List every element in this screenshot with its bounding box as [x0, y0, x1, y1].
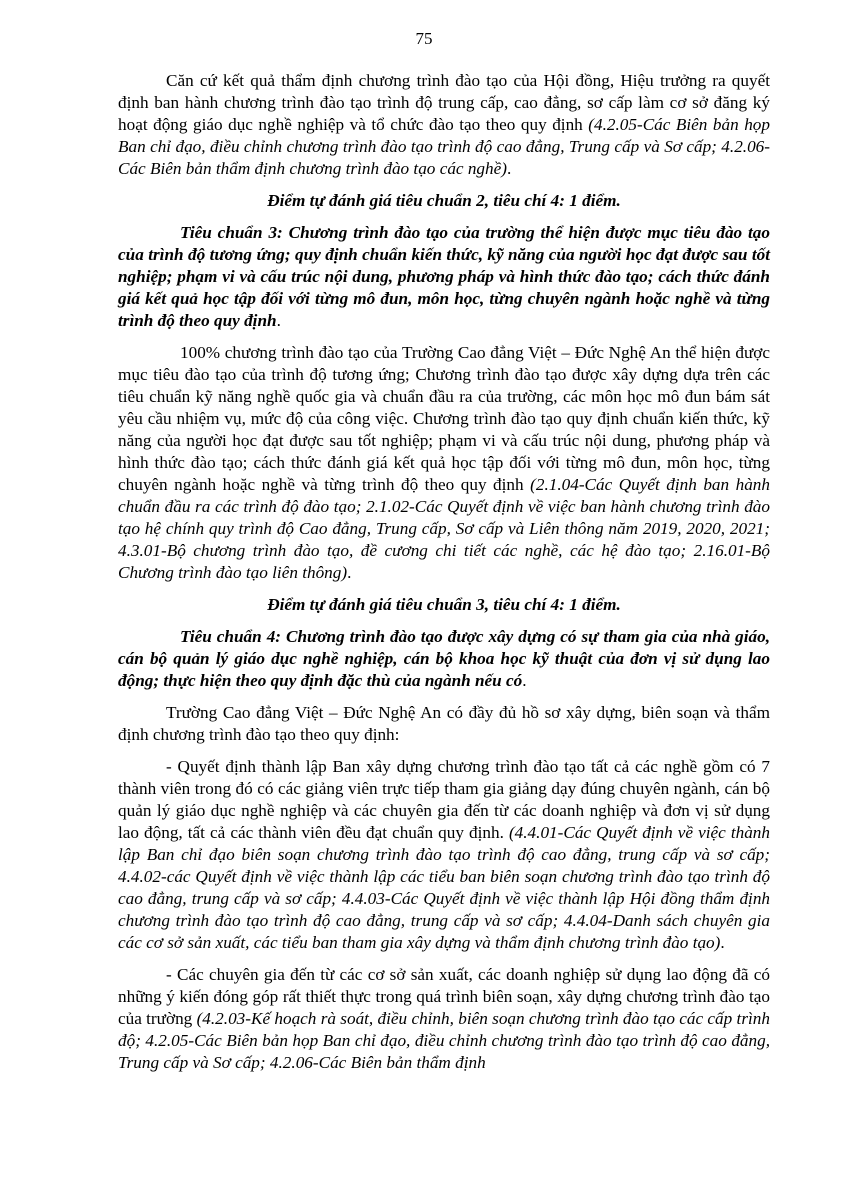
paragraph-tail: .: [506, 159, 512, 178]
paragraph-text: Căn cứ kết quả thẩm định chương trình đào tạo của Hội đồng, Hiệu trưởng ra quyết định ban hành chương trình đào tạo trình độ trung cấp, cao đẳng, sơ cấp làm cơ sở đăng ký hoạt động giáo dục nghề nghiệp và tổ chức đào tạo theo quy định: [118, 71, 770, 134]
bullet-tail: .: [720, 933, 725, 952]
evidence-reference: (4.2.05-Các Biên bản họp Ban chỉ đạo, điều chỉnh chương trình đào tạo trình độ cao đẳng, Trung cấp và Sơ cấp; 4.2.06-Các Biên bản thẩm định chương trình đào tạo các nghề): [118, 115, 770, 178]
bullet-text: - Các chuyên gia đến từ các cơ sở sản xuất, các doanh nghiệp sử dụng lao động đã có những ý kiến đóng góp rất thiết thực trong quá trình biên soạn, xây dựng chương trình đào tạo của trường: [118, 965, 770, 1028]
self-assessment-score-standard-2: Điểm tự đánh giá tiêu chuẩn 2, tiêu chí 4: 1 điểm.: [267, 191, 621, 210]
page-number: 75: [415, 29, 433, 48]
standard-tail: .: [276, 311, 281, 330]
paragraph-text: 100% chương trình đào tạo của Trường Cao đẳng Việt – Đức Nghệ An thể hiện được mục tiêu đào tạo của trình độ tương ứng; Chương trình đào tạo được xây dựng dựa trên các tiêu chuẩn kỹ năng nghề quốc gia và chuẩn đầu ra của trường, các môn học mô đun bám sát yêu cầu nhiệm vụ, mức độ của công việc. Chương trình đào tạo quy định chuẩn kiến thức, kỹ năng của người học đạt được sau tốt nghiệp; phạm vi và cấu trúc nội dung, phương pháp và hình thức đào tạo; cách thức đánh giá kết quả học tập đối với từng mô đun, môn học, từng chuyên ngành hoặc nghề và từng trình độ theo quy định: [118, 343, 770, 494]
evidence-reference: (4.4.01-Các Quyết định về việc thành lập Ban chỉ đạo biên soạn chương trình đào tạo trình độ cao đẳng, trung cấp và sơ cấp; 4.4.02-các Quyết định về việc thành lập các tiểu ban biên soạn chương trình đào tạo trình độ cao đẳng, trung cấp và sơ cấp; 4.4.03-Các Quyết định về việc thành lập Hội đồng thẩm định chương trình đào tạo trình độ cao đẳng, trung cấp và sơ cấp; 4.4.04-Danh sách chuyên gia các cơ sở sản xuất, các tiểu ban tham gia xây dựng và thẩm định chương trình đào tạo): [118, 823, 770, 952]
paragraph-tail: .: [347, 563, 352, 582]
paragraph-curriculum-records: Trường Cao đẳng Việt – Đức Nghệ An có đầy đủ hồ sơ xây dựng, biên soạn và thẩm định chương trình đào tạo theo quy định:: [118, 703, 770, 744]
bullet-industry-experts: [118, 964, 770, 1074]
standard-4-heading: [118, 626, 770, 692]
standard-3-heading: [118, 222, 770, 332]
paragraph-curriculum-objectives: [118, 342, 770, 584]
evidence-reference: (2.1.04-Các Quyết định ban hành chuẩn đầu ra các trình độ đào tạo; 2.1.02-Các Quyết định về việc ban hành chương trình đào tạo hệ chính quy trình độ Cao đẳng, Trung cấp, Sơ cấp và Liên thông năm 2019, 2020, 2021; 4.3.01-Bộ chương trình đào tạo, đề cương chi tiết các nghề, các hệ đào tạo; 2.16.01-Bộ Chương trình đào tạo liên thông): [118, 475, 770, 582]
standard-tail: .: [522, 671, 527, 690]
bullet-development-board: [118, 756, 770, 954]
evidence-reference: (4.2.03-Kế hoạch rà soát, điều chỉnh, biên soạn chương trình đào tạo các cấp trình độ; 4.2.05-Các Biên bản họp Ban chỉ đạo, điều chỉnh chương trình đào tạo trình độ cao đẳng, Trung cấp và Sơ cấp; 4.2.06-Các Biên bản thẩm định: [118, 1009, 770, 1072]
self-assessment-score-standard-3: Điểm tự đánh giá tiêu chuẩn 3, tiêu chí 4: 1 điểm.: [267, 595, 621, 614]
standard-label: Tiêu chuẩn 3: [180, 223, 278, 242]
standard-text: : Chương trình đào tạo được xây dựng có sự tham gia của nhà giáo, cán bộ quản lý giáo dục nghề nghiệp, cán bộ khoa học kỹ thuật của đơn vị sử dụng lao động; thực hiện theo quy định đặc thù của ngành nếu có: [118, 627, 771, 690]
paragraph-curriculum-approval: [118, 70, 770, 180]
document-body: [118, 70, 770, 1074]
bullet-text: - Quyết định thành lập Ban xây dựng chương trình đào tạo tất cả các nghề gồm có 7 thành viên trong đó có các giảng viên trực tiếp tham gia giảng dạy đúng chuyên ngành, cán bộ quản lý giáo dục nghề nghiệp và các chuyên gia đến từ các doanh nghiệp và đơn vị sử dụng lao động, tất cả các thành viên đều đạt chuẩn quy định.: [118, 757, 770, 842]
standard-label: Tiêu chuẩn 4: [180, 627, 276, 646]
standard-text: : Chương trình đào tạo của trường thể hiện được mục tiêu đào tạo của trình độ tương ứng; quy định chuẩn kiến thức, kỹ năng của người học đạt được sau tốt nghiệp; phạm vi và cấu trúc nội dung, phương pháp và hình thức đào tạo; cách thức đánh giá kết quả học tập đối với từng mô đun, môn học, từng chuyên ngành hoặc nghề và từng trình độ theo quy định: [118, 223, 770, 330]
